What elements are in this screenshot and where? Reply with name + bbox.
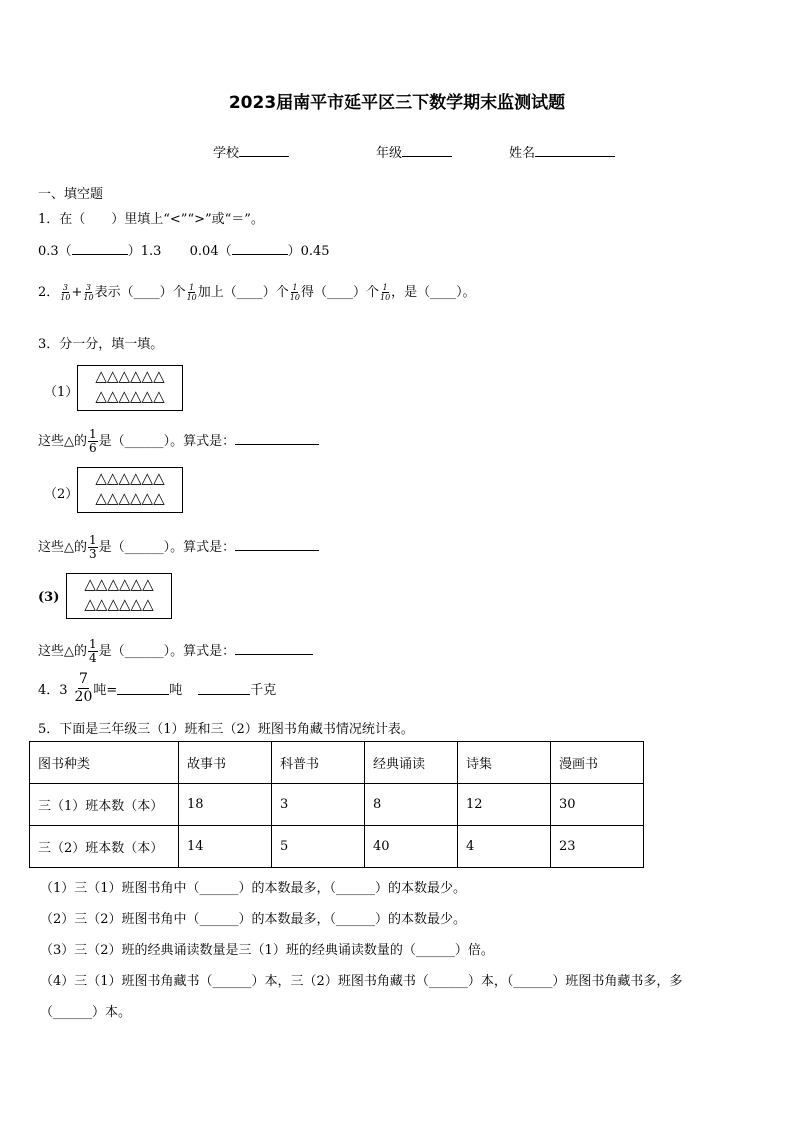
triangle-row: △△△△△△ <box>95 469 165 487</box>
plus-sign: + <box>71 285 83 300</box>
q2-number: 2． <box>38 285 60 300</box>
triangle-row: △△△△△△ <box>95 387 165 405</box>
sub-question: （______）本。 <box>40 1005 132 1020</box>
school-label: 学校 <box>213 146 240 161</box>
table-header: 诗集 <box>458 742 551 784</box>
triangle-box <box>77 467 183 513</box>
part-1-answer: 这些△的 $\frac{1}{6}$ 是（______）。算式是： <box>38 428 319 455</box>
formula-blank[interactable] <box>235 432 319 445</box>
fraction: $\frac{3}{10}$ <box>83 283 94 302</box>
q2-text: 得（____）个 <box>300 285 379 300</box>
triangle-row: △△△△△△ <box>84 575 154 593</box>
table-header: 故事书 <box>179 742 272 784</box>
table-cell: 23 <box>551 826 644 868</box>
table-cell: 30 <box>551 784 644 826</box>
triangle-box <box>66 573 172 619</box>
table-header: 图书种类 <box>30 742 179 784</box>
name-label: 姓名 <box>509 146 536 161</box>
table-cell: 4 <box>458 826 551 868</box>
q1-a-left: 0.3（ <box>38 244 72 259</box>
table-cell: 18 <box>179 784 272 826</box>
table-cell: 40 <box>365 826 458 868</box>
formula-blank[interactable] <box>235 642 313 655</box>
fraction: $\frac{1}{10}$ <box>186 283 197 302</box>
fraction: $\frac{1}{6}$ <box>89 427 97 455</box>
table-cell: 14 <box>179 826 272 868</box>
triangle-row: △△△△△△ <box>95 367 165 385</box>
grade-label: 年级 <box>376 146 403 161</box>
ton-blank[interactable] <box>117 682 169 695</box>
table-header: 漫画书 <box>551 742 644 784</box>
q4-number: 4．3 <box>38 683 68 698</box>
name-field[interactable] <box>509 142 615 161</box>
question-1-stem: 1．在（ ）里填上“<”“>”或“＝”。 <box>38 212 264 227</box>
table-cell: 3 <box>272 784 365 826</box>
table-cell: 8 <box>365 784 458 826</box>
sub-question: （2）三（2）班图书角中（______）的本数最多，（______）的本数最少。 <box>40 912 467 927</box>
table-header: 科普书 <box>272 742 365 784</box>
part-label: （2） <box>44 487 79 502</box>
fraction: $\frac{1}{10}$ <box>379 283 391 302</box>
table-cell: 三（2）班本数（本） <box>30 826 179 868</box>
fraction: $\frac{1}{3}$ <box>89 533 97 561</box>
table-row <box>30 826 644 868</box>
part-label: （1） <box>44 385 79 400</box>
stat-table <box>29 741 644 868</box>
part-2-answer: 这些△的 $\frac{1}{3}$ 是（______）。算式是： <box>38 534 319 561</box>
q1-b-right: ）0.45 <box>287 244 330 259</box>
part-3-answer: 这些△的 $\frac{1}{4}$ 是（______）。算式是： <box>38 638 313 665</box>
q2-text: 表示（____）个 <box>94 285 186 300</box>
table-header: 经典诵读 <box>365 742 458 784</box>
q1-a-blank[interactable] <box>72 242 128 255</box>
q2-text: ，是（____）。 <box>391 285 476 300</box>
triangle-box <box>77 365 183 411</box>
question-2 <box>38 281 476 302</box>
fraction: $\frac{1}{4}$ <box>89 637 97 665</box>
table-cell: 12 <box>458 784 551 826</box>
fraction: $\frac{1}{10}$ <box>289 283 300 302</box>
kg-blank[interactable] <box>198 682 250 695</box>
table-cell: 5 <box>272 826 365 868</box>
triangle-row: △△△△△△ <box>84 595 154 613</box>
sub-question: （4）三（1）班图书角藏书（______）本，三（2）班图书角藏书（______）本，（______）班图书角藏书多，多 <box>40 974 683 989</box>
part-label: (3) <box>38 590 60 605</box>
table-header-row <box>30 742 644 784</box>
q2-text: 加上（____）个 <box>197 285 289 300</box>
q1-b-left: 0.04（ <box>189 244 232 259</box>
grade-field[interactable] <box>376 142 452 161</box>
table-row <box>30 784 644 826</box>
fraction: $\frac{7}{20}$ <box>74 671 93 705</box>
question-5-stem: 5．下面是三年级三（1）班和三（2）班图书角藏书情况统计表。 <box>38 722 414 737</box>
sub-question: （1）三（1）班图书角中（______）的本数最多，（______）的本数最少。 <box>40 881 467 896</box>
question-4: 4．3 $\frac{7}{20}$ 吨= 吨 千克 <box>38 671 277 705</box>
formula-blank[interactable] <box>235 538 319 551</box>
page-title: 2023届南平市延平区三下数学期末监测试题 <box>228 93 566 113</box>
q1-b-blank[interactable] <box>232 242 288 255</box>
triangle-row: △△△△△△ <box>95 489 165 507</box>
fraction: $\frac{3}{10}$ <box>60 283 71 302</box>
section-heading: 一、填空题 <box>38 187 104 202</box>
table-cell: 三（1）班本数（本） <box>30 784 179 826</box>
q1-a-right: ）1.3 <box>127 244 162 259</box>
question-3-stem: 3．分一分，填一填。 <box>38 337 164 352</box>
sub-question: （3）三（2）班的经典诵读数量是三（1）班的经典诵读数量的（______）倍。 <box>40 943 494 958</box>
school-field[interactable] <box>213 142 289 161</box>
question-1-items <box>38 240 330 259</box>
